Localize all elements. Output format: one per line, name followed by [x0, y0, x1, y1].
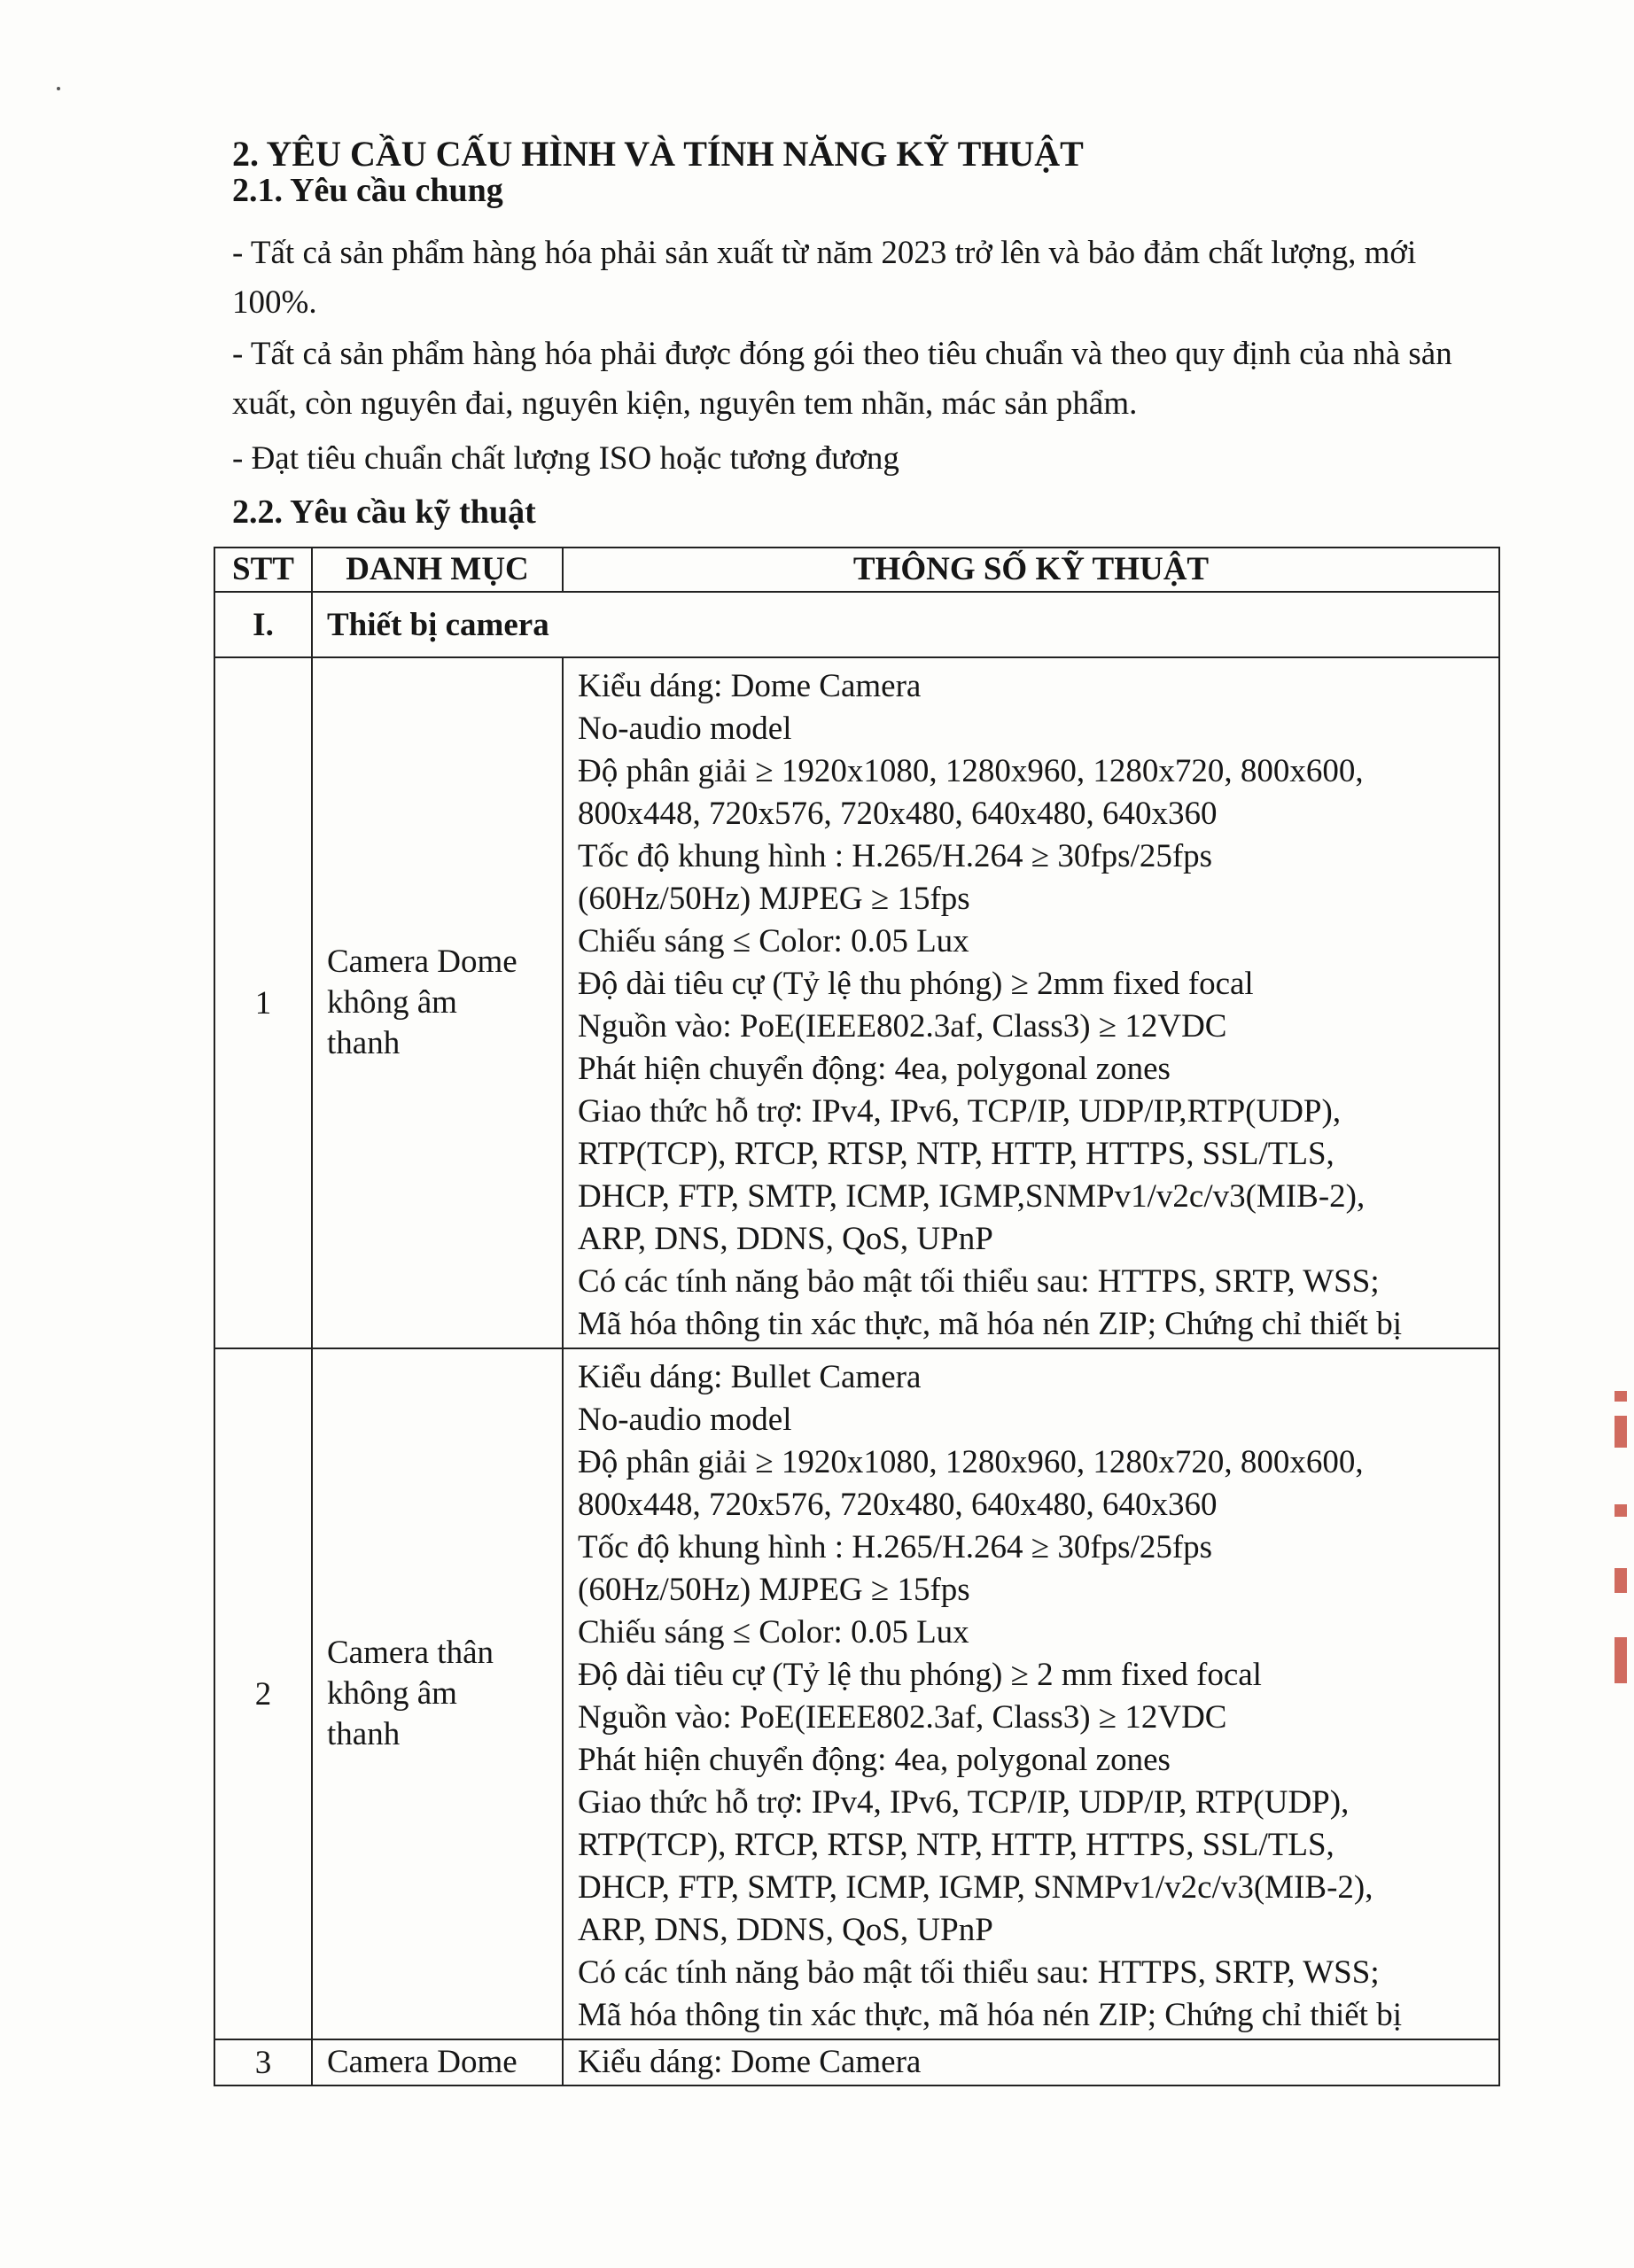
section-number: I. [214, 592, 312, 657]
item-spec [563, 1348, 1499, 2039]
text-line: Có các tính năng bảo mật tối thiểu sau: HTTPS, SRTP, WSS; [578, 1954, 1380, 1991]
text-line: không âm [327, 984, 457, 1021]
item-spec [563, 657, 1499, 1348]
spec-table [214, 547, 1500, 2086]
text-line: 800x448, 720x576, 720x480, 640x480, 640x360 [578, 1487, 1218, 1523]
item-number: 3 [214, 2039, 312, 2085]
text-line: Phát hiện chuyển động: 4ea, polygonal zones [578, 1051, 1171, 1087]
text-line: Chiếu sáng ≤ Color: 0.05 Lux [578, 1614, 969, 1651]
text-line: Mã hóa thông tin xác thực, mã hóa nén ZIP; Chứng chỉ thiết bị [578, 1306, 1402, 1342]
text-line: Mã hóa thông tin xác thực, mã hóa nén ZIP; Chứng chỉ thiết bị [578, 1997, 1402, 2033]
general-requirements-title: 2.1. Yêu cầu chung [232, 172, 503, 209]
text-line: DHCP, FTP, SMTP, ICMP, IGMP, SNMPv1/v2c/v3(MIB-2), [578, 1869, 1373, 1906]
text-line: Độ phân giải ≥ 1920x1080, 1280x960, 1280x720, 800x600, [578, 753, 1364, 789]
text-line: Nguồn vào: PoE(IEEE802.3af, Class3) ≥ 12VDC [578, 1699, 1227, 1736]
text-line: Kiểu dáng: Bullet Camera [578, 1359, 922, 1395]
section-row [214, 592, 1499, 657]
text-line: Độ dài tiêu cự (Tỷ lệ thu phóng) ≥ 2mm fixed focal [578, 966, 1254, 1002]
text-line: thanh [327, 1025, 401, 1061]
text-line: DHCP, FTP, SMTP, ICMP, IGMP,SNMPv1/v2c/v3(MIB-2), [578, 1178, 1366, 1215]
text-line: Tốc độ khung hình : H.265/H.264 ≥ 30fps/25fps [578, 838, 1213, 874]
main-heading: 2. YÊU CẦU CẤU HÌNH VÀ TÍNH NĂNG KỸ THUẬT [232, 134, 1084, 174]
table-row [214, 1348, 1499, 2039]
red-stamp-edge [1611, 1391, 1630, 1692]
general-paragraph-2: - Tất cả sản phẩm hàng hóa phải được đóng gói theo tiêu chuẩn và theo quy định của nhà sản xuất, còn nguyên đai, nguyên kiện, nguyên tem nhãn, mác sản phẩm. [232, 336, 1452, 422]
text-line: 800x448, 720x576, 720x480, 640x480, 640x360 [578, 796, 1218, 832]
text-line: thanh [327, 1716, 401, 1752]
text-line: Tốc độ khung hình : H.265/H.264 ≥ 30fps/25fps [578, 1529, 1213, 1565]
table-row [214, 657, 1499, 1348]
item-number: 2 [214, 1348, 312, 2039]
header-category: DANH MỤC [312, 548, 563, 592]
text-line: No-audio model [578, 1402, 792, 1438]
text-line: không âm [327, 1675, 457, 1712]
text-line: No-audio model [578, 711, 792, 747]
header-stt: STT [214, 548, 312, 592]
text-line: ARP, DNS, DDNS, QoS, UPnP [578, 1912, 993, 1948]
header-specs: THÔNG SỐ KỸ THUẬT [563, 548, 1499, 592]
text-line: Camera Dome [327, 944, 517, 980]
item-spec [563, 2039, 1499, 2085]
text-line: Giao thức hỗ trợ: IPv4, IPv6, TCP/IP, UDP/IP, RTP(UDP), [578, 1784, 1350, 1821]
text-line: Kiểu dáng: Dome Camera [578, 668, 922, 704]
text-line: Chiếu sáng ≤ Color: 0.05 Lux [578, 923, 969, 959]
text-line: Phát hiện chuyển động: 4ea, polygonal zones [578, 1742, 1171, 1778]
text-line: Giao thức hỗ trợ: IPv4, IPv6, TCP/IP, UDP/IP,RTP(UDP), [578, 1093, 1342, 1130]
text-line: Nguồn vào: PoE(IEEE802.3af, Class3) ≥ 12VDC [578, 1008, 1227, 1045]
item-name [312, 657, 563, 1348]
text-line: (60Hz/50Hz) MJPEG ≥ 15fps [578, 1572, 970, 1608]
text-line: Camera Dome [327, 2044, 517, 2080]
scan-speck [57, 87, 60, 90]
text-line: Kiểu dáng: Dome Camera [578, 2044, 922, 2080]
general-paragraph-1: - Tất cả sản phẩm hàng hóa phải sản xuất từ năm 2023 trở lên và bảo đảm chất lượng, mới 100%. [232, 235, 1417, 321]
section-title: Thiết bị camera [312, 592, 1499, 657]
text-line: Có các tính năng bảo mật tối thiểu sau: HTTPS, SRTP, WSS; [578, 1263, 1380, 1300]
text-line: Độ dài tiêu cự (Tỷ lệ thu phóng) ≥ 2 mm fixed focal [578, 1657, 1262, 1693]
technical-requirements-title: 2.2. Yêu cầu kỹ thuật [232, 493, 536, 531]
text-line: Độ phân giải ≥ 1920x1080, 1280x960, 1280x720, 800x600, [578, 1444, 1364, 1480]
general-paragraph-3: - Đạt tiêu chuẩn chất lượng ISO hoặc tương đương [232, 440, 899, 477]
text-line: Camera thân [327, 1635, 494, 1671]
table-row [214, 2039, 1499, 2085]
item-name [312, 1348, 563, 2039]
text-line: (60Hz/50Hz) MJPEG ≥ 15fps [578, 881, 970, 917]
item-number: 1 [214, 657, 312, 1348]
text-line: RTP(TCP), RTCP, RTSP, NTP, HTTP, HTTPS, SSL/TLS, [578, 1827, 1334, 1863]
item-name [312, 2039, 563, 2085]
text-line: RTP(TCP), RTCP, RTSP, NTP, HTTP, HTTPS, SSL/TLS, [578, 1136, 1334, 1172]
text-line: ARP, DNS, DDNS, QoS, UPnP [578, 1221, 993, 1257]
table-header-row [214, 548, 1499, 592]
